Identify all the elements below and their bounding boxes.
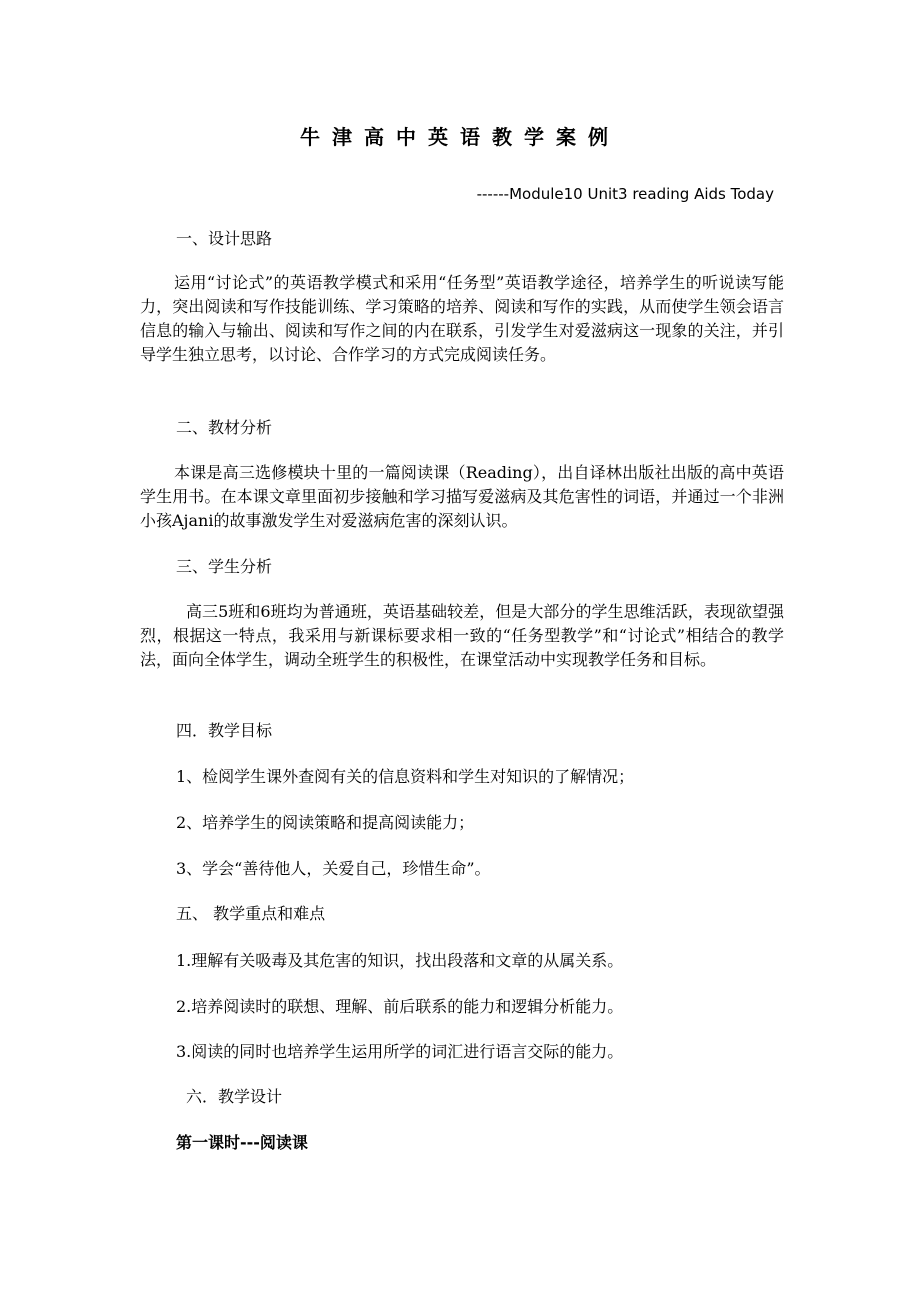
section-paragraph-material: 本课是高三选修模块十里的一篇阅读课（Reading），出自译林出版社出版的高中英语学生用书。在本课文章里面初步接触和学习描写爱滋病及其危害性的词语，并通过一个非洲小孩Ajani的故事激发学生对爱滋病危害的深刻认识。 (140, 463, 784, 530)
lesson-heading: 第一课时---阅读课 (176, 1133, 308, 1152)
section-heading-objectives: 四．教学目标 (176, 721, 273, 740)
key-point-item: 2.培养阅读时的联想、理解、前后联系的能力和逻辑分析能力。 (176, 997, 624, 1016)
section-paragraph-design: 运用“讨论式”的英语教学模式和采用“任务型”英语教学途径，培养学生的听说读写能力，突出阅读和写作技能训练、学习策略的培养、阅读和写作的实践，从而使学生领会语言信息的输入与输出、阅读和写作之间的内在联系，引发学生对爱滋病这一现象的关注，并引导学生独立思考，以讨论、合作学习的方式完成阅读任务。 (140, 273, 784, 364)
section-heading-teaching-design: 六．教学设计 (186, 1087, 283, 1106)
section-heading-key-points: 五、 教学重点和难点 (176, 904, 326, 923)
document-title: 牛津高中英语教学案例 (300, 125, 620, 149)
document-subtitle: ------Module10 Unit3 reading Aids Today (476, 185, 774, 203)
section-paragraph-students: 高三5班和6班均为普通班，英语基础较差，但是大部分的学生思维活跃，表现欲望强烈，根据这一特点，我采用与新课标要求相一致的“任务型教学”和“讨论式”相结合的教学法，面向全体学生，调动全班学生的积极性，在课堂活动中实现教学任务和目标。 (140, 602, 784, 669)
section-heading-material: 二、教材分析 (176, 418, 273, 437)
objective-item: 2、培养学生的阅读策略和提高阅读能力； (176, 813, 475, 832)
section-heading-design: 一、设计思路 (176, 229, 273, 248)
key-point-item: 3.阅读的同时也培养学生运用所学的词汇进行语言交际的能力。 (176, 1042, 624, 1061)
section-heading-students: 三、学生分析 (176, 557, 273, 576)
objective-item: 1、检阅学生课外查阅有关的信息资料和学生对知识的了解情况； (176, 767, 635, 786)
objective-item: 3、学会“善待他人，关爱自己，珍惜生命”。 (176, 859, 491, 878)
key-point-item: 1.理解有关吸毒及其危害的知识，找出段落和文章的从属关系。 (176, 951, 624, 970)
